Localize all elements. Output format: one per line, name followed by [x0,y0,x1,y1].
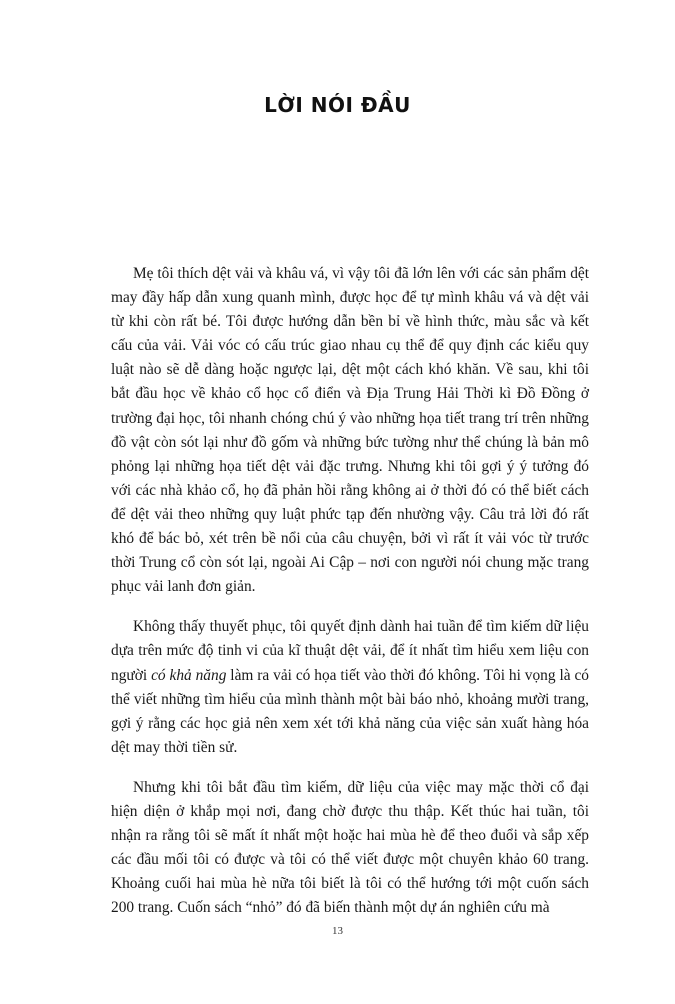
paragraph-1: Mẹ tôi thích dệt vải và khâu vá, vì vậy tôi đã lớn lên với các sản phẩm dệt may đầy hấp dẫn xung quanh mình, được học để tự mình khâu vá và dệt vải từ khi còn rất bé. Tôi được hướng dẫn bền bỉ về hình thức, màu sắc và kết cấu của vải. Vải vóc có cấu trúc giao nhau cụ thể để quy định các kiểu quy luật nào sẽ dễ dàng hoặc ngược lại, dệt một cách khó khăn. Về sau, khi tôi bắt đầu học về khảo cổ học cổ điển và Địa Trung Hải Thời kì Đồ Đồng ở trường đại học, tôi nhanh chóng chú ý vào những họa tiết trang trí trên những đồ vật còn sót lại như đồ gốm và những bức tường như thể chúng là bản mô phỏng lại những họa tiết dệt vải đặc trưng. Nhưng khi tôi gợi ý ý tưởng đó với các nhà khảo cổ, họ đã phản hồi rằng không ai ở thời đó có thể biết cách để dệt vải theo những quy luật phức tạp đến nhường vậy. Câu trả lời đó rất khó để bác bỏ, xét trên bề nổi của câu chuyện, bởi vì rất ít vải vóc từ trước thời Trung cổ còn sót lại, ngoài Ai Cập – nơi con người nói chung mặc trang phục vải lanh đơn giản. [111,265,589,596]
paragraph-2-text-before: Không thấy thuyết phục, tôi quyết định dành hai tuần để tìm kiếm dữ liệu dựa trên mức độ tinh vi của kĩ thuật dệt vải, để ít nhất tìm hiểu xem liệu con người [111,618,589,684]
page-number: 13 [332,925,343,937]
body-text [111,262,589,936]
paragraph-3: Nhưng khi tôi bắt đầu tìm kiếm, dữ liệu của việc may mặc thời cổ đại hiện diện ở khắp mọi nơi, đang chờ được thu thập. Kết thúc hai tuần, tôi nhận ra rằng tôi sẽ mất ít nhất một hoặc hai mùa hè để theo đuổi và sắp xếp các đầu mối tôi có được và tôi có thể viết được một chuyên khảo 60 trang. Khoảng cuối hai mùa hè nữa tôi biết là tôi có thể hướng tới một cuốn sách 200 trang. Cuốn sách “nhỏ” đó đã biến thành một dự án nghiên cứu mà [111,778,589,917]
page-title: LỜI NÓI ĐẦU [264,93,411,117]
paragraph-2 [111,615,589,760]
paragraph-2-emphasis: có khả năng [151,666,227,684]
paragraph-2-text-after: làm ra vải có họa tiết vào thời đó không. Tôi hi vọng là có thể viết những tìm hiểu của mình thành một bài báo nhỏ, khoảng mười trang, gợi ý rằng các học giả nên xem xét tới khả năng của việc sản xuất hàng hóa dệt may thời tiền sử. [111,666,590,756]
